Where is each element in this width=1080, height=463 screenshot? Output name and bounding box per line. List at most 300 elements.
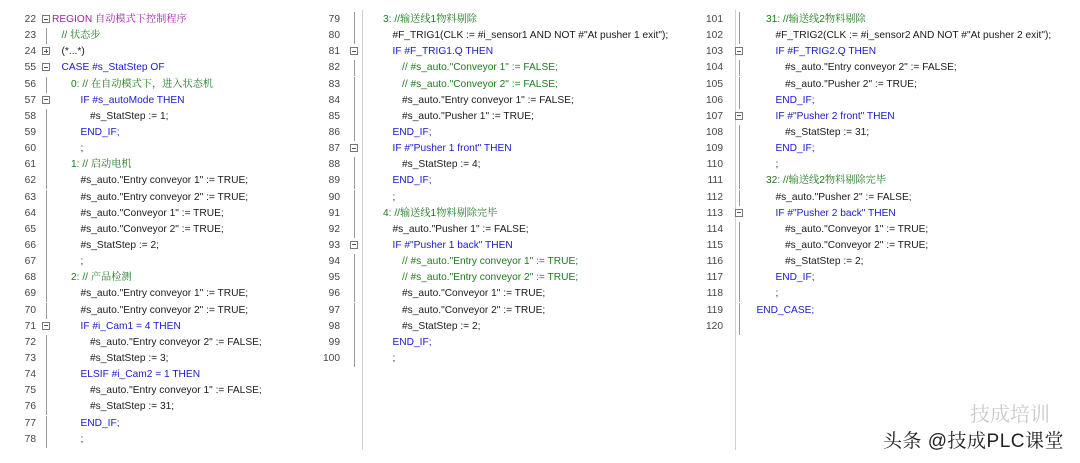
fold-guide xyxy=(354,270,355,286)
code-line xyxy=(8,383,338,399)
code-line xyxy=(8,303,338,319)
code-line xyxy=(312,44,712,60)
code-text[interactable]: ; xyxy=(775,159,779,171)
code-line xyxy=(8,12,338,28)
code-line xyxy=(695,206,1075,222)
line-number: 89 xyxy=(328,175,340,187)
code-text[interactable]: END_IF; xyxy=(80,126,120,138)
code-line xyxy=(8,60,338,76)
code-text[interactable]: #s_StatStep := 2; xyxy=(402,320,481,332)
fold-guide xyxy=(46,335,47,351)
code-line xyxy=(8,109,338,125)
fold-gutter xyxy=(40,367,52,383)
code-text[interactable]: #s_StatStep := 2; xyxy=(785,256,864,268)
fold-guide xyxy=(46,141,47,157)
fold-guide xyxy=(46,416,47,432)
fold-gutter xyxy=(40,303,52,319)
collapse-fold-icon[interactable] xyxy=(350,47,358,55)
code-text[interactable]: #s_auto."Pusher 2" := TRUE; xyxy=(785,78,917,90)
line-number: 86 xyxy=(328,126,340,138)
line-number: 116 xyxy=(706,256,723,268)
fold-gutter xyxy=(348,351,360,367)
code-text[interactable]: IF #"Pusher 1 back" THEN xyxy=(392,239,513,251)
line-number: 99 xyxy=(328,336,340,348)
code-line xyxy=(8,416,338,432)
code-text[interactable]: ; xyxy=(80,433,84,445)
fold-gutter xyxy=(733,286,745,302)
fold-gutter xyxy=(733,254,745,270)
fold-gutter xyxy=(40,286,52,302)
line-number: 112 xyxy=(706,191,723,203)
fold-gutter xyxy=(733,190,745,206)
code-line xyxy=(312,319,712,335)
fold-gutter xyxy=(40,416,52,432)
fold-guide xyxy=(739,157,740,173)
code-text[interactable]: #s_StatStep := 1; xyxy=(90,110,169,122)
line-number: 22 xyxy=(24,14,36,25)
fold-guide xyxy=(354,125,355,141)
fold-guide xyxy=(739,77,740,93)
collapse-fold-icon[interactable] xyxy=(735,112,743,120)
code-text[interactable]: 1: // 启动电机 xyxy=(71,159,132,171)
code-text[interactable]: #s_StatStep := 31; xyxy=(785,126,870,138)
line-number: 66 xyxy=(24,239,36,251)
code-line xyxy=(695,190,1075,206)
code-text[interactable]: ; xyxy=(80,256,84,268)
code-line xyxy=(8,93,338,109)
code-text[interactable]: CASE #s_StatStep OF xyxy=(61,62,165,74)
code-text[interactable]: IF #i_Cam1 = 4 THEN xyxy=(80,320,181,332)
line-number: 90 xyxy=(328,191,340,203)
code-line xyxy=(312,173,712,189)
code-text[interactable]: // #s_auto."Entry conveyor 1" := TRUE; xyxy=(402,256,579,268)
fold-gutter xyxy=(40,383,52,399)
fold-gutter xyxy=(40,157,52,173)
fold-gutter xyxy=(348,303,360,319)
code-line xyxy=(8,190,338,206)
line-number: 68 xyxy=(24,272,36,284)
line-number: 59 xyxy=(24,126,36,138)
fold-gutter xyxy=(348,125,360,141)
code-pane-1 xyxy=(8,12,338,462)
line-number: 108 xyxy=(706,126,723,138)
fold-gutter xyxy=(40,222,52,238)
fold-gutter xyxy=(733,77,745,93)
code-text[interactable]: // 状态步 xyxy=(61,30,101,42)
line-number: 110 xyxy=(706,159,723,171)
line-number: 118 xyxy=(706,288,723,300)
line-number: 70 xyxy=(24,304,36,316)
code-text[interactable]: #F_TRIG1(CLK := #i_sensor1 AND NOT #"At pusher 1 exit"); xyxy=(392,30,669,42)
code-text[interactable]: #s_auto."Conveyor 1" := TRUE; xyxy=(402,288,546,300)
code-text[interactable]: 2: // 产品检测 xyxy=(71,272,132,284)
line-number: 103 xyxy=(706,46,723,58)
fold-gutter xyxy=(40,351,52,367)
fold-guide xyxy=(354,190,355,206)
fold-gutter xyxy=(348,190,360,206)
code-line xyxy=(312,335,712,351)
line-number: 94 xyxy=(328,256,340,268)
fold-gutter xyxy=(40,173,52,189)
fold-gutter xyxy=(348,77,360,93)
code-line xyxy=(312,157,712,173)
fold-gutter xyxy=(40,77,52,93)
code-text[interactable]: END_IF; xyxy=(80,417,120,429)
collapse-fold-icon[interactable] xyxy=(350,144,358,152)
fold-guide xyxy=(739,173,740,189)
fold-guide xyxy=(739,28,740,44)
fold-gutter xyxy=(733,141,745,157)
fold-guide xyxy=(739,141,740,157)
fold-gutter xyxy=(733,157,745,173)
fold-gutter xyxy=(733,125,745,141)
fold-guide xyxy=(354,222,355,238)
fold-gutter xyxy=(348,254,360,270)
code-text[interactable]: #s_auto."Conveyor 2" := TRUE; xyxy=(785,239,929,251)
line-number: 60 xyxy=(24,143,36,155)
expand-fold-icon[interactable] xyxy=(42,47,50,55)
line-number: 87 xyxy=(328,143,340,155)
line-number: 23 xyxy=(24,30,36,42)
fold-gutter xyxy=(348,319,360,335)
code-text[interactable]: ; xyxy=(392,191,396,203)
line-number: 81 xyxy=(328,46,340,58)
fold-guide xyxy=(739,238,740,254)
fold-gutter xyxy=(348,44,360,60)
line-number: 91 xyxy=(328,207,340,219)
fold-guide xyxy=(354,28,355,44)
fold-gutter xyxy=(40,254,52,270)
code-text[interactable]: #s_auto."Conveyor 2" := TRUE; xyxy=(402,304,546,316)
watermark-brand: 技成培训 xyxy=(970,404,1050,426)
fold-gutter xyxy=(733,238,745,254)
line-number: 84 xyxy=(328,94,340,106)
fold-guide xyxy=(739,222,740,238)
fold-gutter xyxy=(40,12,52,28)
line-number: 67 xyxy=(24,256,36,268)
fold-gutter xyxy=(733,109,745,125)
code-text[interactable]: #s_auto."Conveyor 2" := TRUE; xyxy=(80,223,224,235)
fold-guide xyxy=(46,173,47,189)
code-text[interactable]: #s_StatStep := 3; xyxy=(90,352,169,364)
code-line xyxy=(695,238,1075,254)
fold-gutter xyxy=(40,109,52,125)
code-text[interactable]: END_IF; xyxy=(392,175,432,187)
code-line xyxy=(312,109,712,125)
code-line xyxy=(312,77,712,93)
fold-gutter xyxy=(348,222,360,238)
fold-guide xyxy=(354,254,355,270)
code-text[interactable]: #s_auto."Entry conveyor 2" := TRUE; xyxy=(80,191,249,203)
fold-guide xyxy=(354,335,355,351)
fold-guide xyxy=(739,254,740,270)
code-line xyxy=(8,141,338,157)
line-number: 73 xyxy=(24,352,36,364)
fold-gutter xyxy=(40,141,52,157)
code-text[interactable]: #s_auto."Pusher 1" := TRUE; xyxy=(402,110,534,122)
fold-gutter xyxy=(733,44,745,60)
fold-gutter xyxy=(40,270,52,286)
line-number: 57 xyxy=(24,94,36,106)
code-text[interactable]: END_IF; xyxy=(775,143,815,155)
code-text[interactable]: IF #"Pusher 2 back" THEN xyxy=(775,207,896,219)
line-number: 107 xyxy=(706,110,723,122)
collapse-fold-icon[interactable] xyxy=(735,47,743,55)
code-text[interactable]: #s_StatStep := 4; xyxy=(402,159,481,171)
code-text[interactable]: END_IF; xyxy=(392,126,432,138)
line-number: 62 xyxy=(24,175,36,187)
code-text[interactable]: IF #s_autoMode THEN xyxy=(80,94,185,106)
code-text[interactable]: #s_auto."Pusher 1" := FALSE; xyxy=(392,223,529,235)
code-line xyxy=(312,28,712,44)
fold-guide xyxy=(739,286,740,302)
fold-guide xyxy=(46,206,47,222)
code-line xyxy=(312,351,712,367)
code-text[interactable]: #s_auto."Entry conveyor 2" := TRUE; xyxy=(80,304,249,316)
code-line xyxy=(312,270,712,286)
fold-gutter xyxy=(348,335,360,351)
fold-guide xyxy=(354,157,355,173)
code-text[interactable]: #s_auto."Entry conveyor 1" := FALSE; xyxy=(90,385,262,397)
code-line xyxy=(695,93,1075,109)
fold-gutter xyxy=(40,335,52,351)
line-number: 97 xyxy=(328,304,340,316)
code-text[interactable]: REGION 自动模式下控制程序 xyxy=(52,14,187,25)
code-text[interactable]: ; xyxy=(392,352,396,364)
fold-guide xyxy=(46,222,47,238)
code-text[interactable]: END_CASE; xyxy=(756,304,815,316)
fold-gutter xyxy=(733,270,745,286)
code-line xyxy=(312,141,712,157)
code-line xyxy=(695,173,1075,189)
code-line xyxy=(312,254,712,270)
fold-gutter xyxy=(348,12,360,28)
code-text[interactable]: IF #"Pusher 1 front" THEN xyxy=(392,143,512,155)
code-text[interactable]: #s_auto."Entry conveyor 2" := FALSE; xyxy=(785,62,957,74)
line-number: 69 xyxy=(24,288,36,300)
collapse-fold-icon[interactable] xyxy=(42,63,50,71)
fold-gutter xyxy=(348,60,360,76)
line-number: 85 xyxy=(328,110,340,122)
code-text[interactable]: #s_auto."Entry conveyor 1" := TRUE; xyxy=(80,175,249,187)
code-text[interactable]: IF #"Pusher 2 front" THEN xyxy=(775,110,895,122)
fold-guide xyxy=(354,77,355,93)
code-text[interactable]: #F_TRIG2(CLK := #i_sensor2 AND NOT #"At pusher 2 exit"); xyxy=(775,30,1052,42)
fold-guide xyxy=(739,190,740,206)
code-line xyxy=(695,60,1075,76)
code-text[interactable]: // #s_auto."Entry conveyor 2" := TRUE; xyxy=(402,272,579,284)
fold-guide xyxy=(354,12,355,28)
line-number: 111 xyxy=(707,175,723,187)
code-line xyxy=(695,12,1075,28)
fold-gutter xyxy=(40,238,52,254)
code-line xyxy=(695,319,1075,335)
code-line xyxy=(312,222,712,238)
code-line xyxy=(695,270,1075,286)
line-number: 96 xyxy=(328,288,340,300)
fold-guide xyxy=(46,190,47,206)
fold-guide xyxy=(46,125,47,141)
fold-gutter xyxy=(348,28,360,44)
code-text[interactable]: IF #F_TRIG1.Q THEN xyxy=(392,46,494,58)
collapse-fold-icon[interactable] xyxy=(42,15,50,23)
code-text[interactable]: 31: //输送线2物料剔除 xyxy=(766,14,866,25)
fold-guide xyxy=(46,286,47,302)
fold-guide xyxy=(354,60,355,76)
code-line xyxy=(8,319,338,335)
fold-guide xyxy=(46,109,47,125)
line-number: 75 xyxy=(24,385,36,397)
code-line xyxy=(312,190,712,206)
code-text[interactable]: 4: //输送线1物料剔除完毕 xyxy=(383,207,498,219)
code-line xyxy=(695,254,1075,270)
fold-gutter xyxy=(348,286,360,302)
fold-gutter xyxy=(40,190,52,206)
fold-guide xyxy=(46,399,47,415)
code-text[interactable]: #s_StatStep := 2; xyxy=(80,239,159,251)
code-text[interactable]: 0: // 在自动模式下，进入状态机 xyxy=(71,78,214,90)
fold-guide xyxy=(739,270,740,286)
line-number: 64 xyxy=(24,207,36,219)
fold-guide xyxy=(46,351,47,367)
fold-guide xyxy=(354,173,355,189)
fold-gutter xyxy=(733,303,745,319)
line-number: 77 xyxy=(24,417,36,429)
fold-guide xyxy=(739,60,740,76)
line-number: 120 xyxy=(706,320,723,332)
line-number: 79 xyxy=(328,14,340,25)
fold-guide xyxy=(739,303,740,319)
line-number: 83 xyxy=(328,78,340,90)
code-text[interactable]: #s_auto."Entry conveyor 2" := FALSE; xyxy=(90,336,262,348)
code-text[interactable]: END_IF; xyxy=(775,94,815,106)
collapse-fold-icon[interactable] xyxy=(350,241,358,249)
fold-gutter xyxy=(733,12,745,28)
fold-guide xyxy=(46,303,47,319)
collapse-fold-icon[interactable] xyxy=(42,322,50,330)
code-line xyxy=(695,141,1075,157)
line-number: 113 xyxy=(706,207,723,219)
code-line xyxy=(8,44,338,60)
fold-guide xyxy=(46,157,47,173)
fold-guide xyxy=(46,254,47,270)
code-text[interactable]: (*...*) xyxy=(61,46,85,58)
line-number: 80 xyxy=(328,30,340,42)
code-line xyxy=(8,399,338,415)
code-line xyxy=(695,125,1075,141)
line-number: 63 xyxy=(24,191,36,203)
line-number: 58 xyxy=(24,110,36,122)
line-number: 24 xyxy=(24,46,36,58)
code-text[interactable]: // #s_auto."Conveyor 2" := FALSE; xyxy=(402,78,558,90)
line-number: 65 xyxy=(24,223,36,235)
code-line xyxy=(695,109,1075,125)
code-text[interactable]: IF #F_TRIG2.Q THEN xyxy=(775,46,877,58)
fold-gutter xyxy=(348,93,360,109)
line-number: 56 xyxy=(24,78,36,90)
fold-gutter xyxy=(40,206,52,222)
fold-gutter xyxy=(40,399,52,415)
code-text[interactable]: #s_StatStep := 31; xyxy=(90,401,175,413)
line-number: 98 xyxy=(328,320,340,332)
code-pane-2 xyxy=(312,12,712,462)
code-line xyxy=(8,254,338,270)
line-number: 72 xyxy=(24,336,36,348)
code-text[interactable]: #s_auto."Entry conveyor 1" := TRUE; xyxy=(80,288,249,300)
collapse-fold-icon[interactable] xyxy=(735,209,743,217)
fold-gutter xyxy=(40,60,52,76)
line-number: 102 xyxy=(706,30,723,42)
code-line xyxy=(8,238,338,254)
code-line xyxy=(695,44,1075,60)
line-number: 100 xyxy=(323,352,340,364)
code-text[interactable]: END_IF; xyxy=(392,336,432,348)
line-number: 104 xyxy=(706,62,723,74)
code-line xyxy=(312,12,712,28)
code-text[interactable]: #s_auto."Pusher 2" := FALSE; xyxy=(775,191,912,203)
code-line xyxy=(8,351,338,367)
code-text[interactable]: ; xyxy=(80,143,84,155)
fold-guide xyxy=(46,28,47,44)
fold-gutter xyxy=(733,319,745,335)
fold-guide xyxy=(354,93,355,109)
fold-guide xyxy=(46,383,47,399)
fold-gutter xyxy=(40,125,52,141)
code-line xyxy=(695,157,1075,173)
fold-gutter xyxy=(348,157,360,173)
code-line xyxy=(695,222,1075,238)
collapse-fold-icon[interactable] xyxy=(42,96,50,104)
line-number: 95 xyxy=(328,272,340,284)
code-line xyxy=(8,125,338,141)
fold-guide xyxy=(46,367,47,383)
code-line xyxy=(312,286,712,302)
code-pane-3 xyxy=(695,12,1075,462)
fold-guide xyxy=(354,303,355,319)
code-line xyxy=(312,93,712,109)
fold-guide xyxy=(354,109,355,125)
code-text[interactable]: // #s_auto."Conveyor 1" := FALSE; xyxy=(402,62,558,74)
code-line xyxy=(695,28,1075,44)
fold-gutter xyxy=(40,432,52,448)
fold-guide xyxy=(46,77,47,93)
fold-gutter xyxy=(733,60,745,76)
code-text[interactable]: #s_auto."Entry conveyor 1" := FALSE; xyxy=(402,94,574,106)
code-text[interactable]: ELSIF #i_Cam2 = 1 THEN xyxy=(80,369,201,381)
code-text[interactable]: ; xyxy=(775,288,779,300)
code-text[interactable]: #s_auto."Conveyor 1" := TRUE; xyxy=(80,207,224,219)
code-line xyxy=(8,270,338,286)
code-text[interactable]: END_IF; xyxy=(775,272,815,284)
fold-guide xyxy=(739,125,740,141)
fold-gutter xyxy=(733,222,745,238)
code-text[interactable]: 32: //输送线2物料剔除完毕 xyxy=(766,175,887,187)
fold-gutter xyxy=(348,173,360,189)
fold-gutter xyxy=(348,206,360,222)
code-line xyxy=(312,238,712,254)
fold-gutter xyxy=(40,44,52,60)
line-number: 61 xyxy=(24,159,36,171)
fold-gutter xyxy=(348,270,360,286)
line-number: 71 xyxy=(24,320,36,332)
code-text[interactable]: #s_auto."Conveyor 1" := TRUE; xyxy=(785,223,929,235)
fold-guide xyxy=(354,206,355,222)
line-number: 101 xyxy=(706,14,723,25)
fold-guide xyxy=(739,319,740,335)
code-text[interactable]: 3: //输送线1物料剔除 xyxy=(383,14,477,25)
line-number: 105 xyxy=(706,78,723,90)
fold-gutter xyxy=(40,319,52,335)
